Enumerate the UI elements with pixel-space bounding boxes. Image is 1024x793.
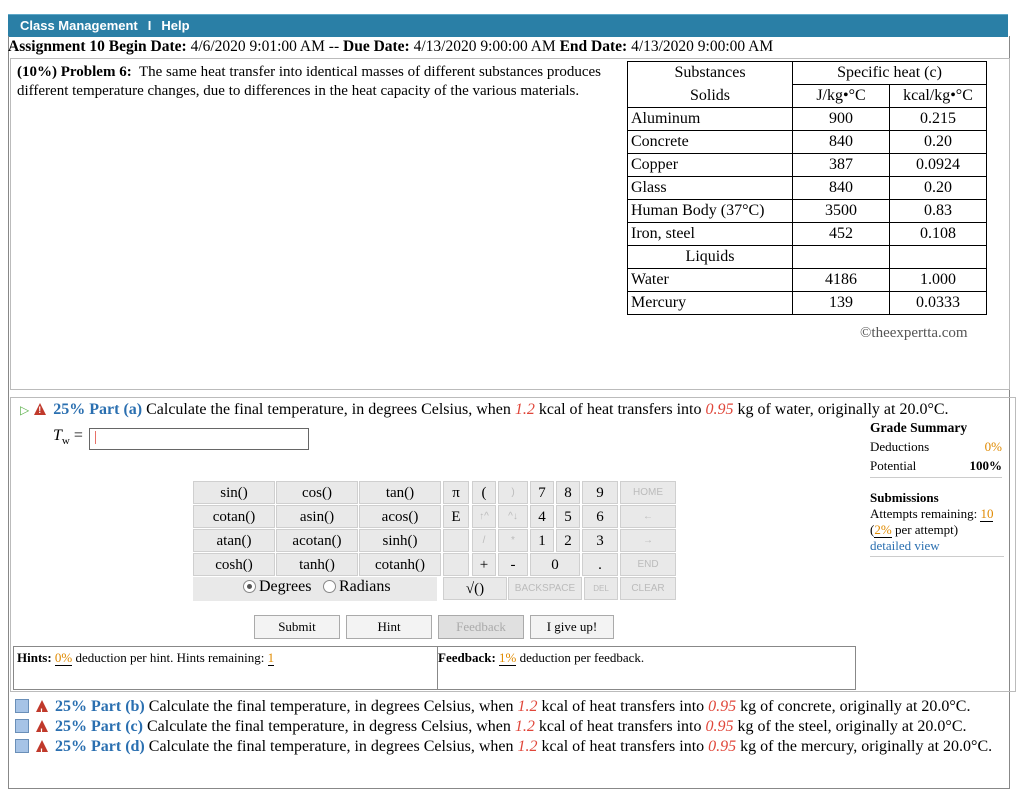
calc-key[interactable]: . bbox=[582, 553, 618, 576]
part-a-text-2: kcal of heat transfers into bbox=[538, 401, 702, 418]
calc-key-blank bbox=[443, 529, 469, 552]
calc-key-atan[interactable]: atan() bbox=[193, 529, 275, 552]
feedback-button: Feedback bbox=[438, 615, 524, 639]
warning-icon bbox=[36, 720, 48, 732]
part-a-question bbox=[20, 401, 949, 419]
date-separator: -- bbox=[328, 38, 340, 55]
answer-variable-subscript: w bbox=[61, 435, 70, 448]
substance-name: Copper bbox=[628, 154, 793, 177]
submit-button[interactable]: Submit bbox=[254, 615, 340, 639]
nav-separator: I bbox=[147, 18, 152, 33]
end-date-label: End Date: bbox=[559, 38, 628, 55]
problem-statement bbox=[17, 63, 617, 101]
detailed-view-link[interactable]: detailed view bbox=[870, 538, 940, 553]
table-header-specific-heat: Specific heat (c) bbox=[793, 62, 987, 85]
calc-key[interactable]: ( bbox=[472, 481, 496, 504]
calc-key[interactable]: 0 bbox=[530, 553, 580, 576]
table-cell bbox=[890, 246, 987, 269]
problem-text: The same heat transfer into identical masses of different substances produces different temperature changes, due to differences in the heat capacity of the various materials. bbox=[17, 64, 602, 99]
attempts-value: 10 bbox=[980, 506, 994, 521]
hints-label: Hints: bbox=[17, 650, 52, 665]
substance-name: Iron, steel bbox=[628, 223, 793, 246]
specific-heat-kcal: 0.20 bbox=[890, 177, 987, 200]
hint-button[interactable]: Hint bbox=[346, 615, 432, 639]
part-status-icon bbox=[15, 739, 29, 753]
table-row bbox=[628, 108, 987, 131]
hints-pct: 0% bbox=[54, 650, 73, 665]
calc-key: ) bbox=[498, 481, 528, 504]
calc-key-tan[interactable]: tan() bbox=[359, 481, 441, 504]
due-date-label: Due Date: bbox=[343, 38, 410, 55]
radians-option[interactable]: Radians bbox=[323, 578, 391, 596]
per-attempt-text: per attempt) bbox=[894, 522, 959, 537]
table-row bbox=[628, 177, 987, 200]
calc-key-cotanh[interactable]: cotanh() bbox=[359, 553, 441, 576]
part-a-label: Part (a) bbox=[89, 401, 143, 418]
specific-heat-j: 3500 bbox=[793, 200, 890, 223]
specific-heat-kcal: 0.108 bbox=[890, 223, 987, 246]
potential-label: Potential bbox=[870, 458, 917, 473]
answer-input[interactable] bbox=[89, 428, 309, 450]
hints-remaining: 1 bbox=[267, 650, 275, 665]
specific-heat-j: 4186 bbox=[793, 269, 890, 292]
calc-key-sqrt[interactable]: √() bbox=[443, 577, 507, 600]
problem-weight: (10%) bbox=[17, 64, 57, 80]
part-status-icon bbox=[15, 719, 29, 733]
degrees-radio-icon[interactable] bbox=[243, 580, 256, 593]
answer-variable-label: $T_w$ = bbox=[53, 427, 83, 448]
specific-heat-kcal: 0.0924 bbox=[890, 154, 987, 177]
part-a-text-1: Calculate the final temperature, in degrees Celsius, when bbox=[146, 401, 511, 418]
deductions-label: Deductions bbox=[870, 439, 930, 454]
substance-name: Concrete bbox=[628, 131, 793, 154]
calc-key-e[interactable]: E bbox=[443, 505, 469, 528]
problem-label: Problem 6: bbox=[60, 64, 132, 80]
table-header-substances: Substances bbox=[628, 62, 793, 85]
table-row bbox=[628, 154, 987, 177]
calc-key[interactable]: 5 bbox=[556, 505, 580, 528]
calc-key: / bbox=[472, 529, 496, 552]
calc-key-asin[interactable]: asin() bbox=[276, 505, 358, 528]
calc-key[interactable]: 2 bbox=[556, 529, 580, 552]
begin-date-value: 4/6/2020 9:01:00 AM bbox=[190, 38, 325, 55]
grade-summary bbox=[870, 420, 1002, 478]
specific-heat-kcal: 1.000 bbox=[890, 269, 987, 292]
specific-heat-kcal: 0.215 bbox=[890, 108, 987, 131]
specific-heat-j: 900 bbox=[793, 108, 890, 131]
hints-desc: deduction per hint. Hints remaining: bbox=[75, 650, 265, 665]
submissions-panel bbox=[870, 490, 1004, 557]
calc-key: END bbox=[620, 553, 676, 576]
deductions-value: 0% bbox=[984, 439, 1002, 454]
calc-key: * bbox=[498, 529, 528, 552]
warning-icon bbox=[36, 740, 48, 752]
table-cell bbox=[793, 246, 890, 269]
part-a-pct: 25% bbox=[53, 401, 86, 418]
calc-key[interactable]: 8 bbox=[556, 481, 580, 504]
warning-icon bbox=[36, 700, 48, 712]
table-row bbox=[628, 292, 987, 315]
help-link[interactable]: Help bbox=[161, 18, 190, 33]
table-row bbox=[628, 200, 987, 223]
feedback-text bbox=[438, 650, 644, 666]
calc-key: ← bbox=[620, 505, 676, 528]
table-unit-j: J/kg•°C bbox=[793, 85, 890, 108]
specific-heat-j: 452 bbox=[793, 223, 890, 246]
feedback-label: Feedback: bbox=[438, 650, 496, 665]
degrees-option[interactable]: Degrees bbox=[243, 578, 311, 596]
calc-key: ↑^ bbox=[472, 505, 496, 528]
warning-icon bbox=[34, 403, 46, 415]
equals-sign: = bbox=[73, 427, 83, 444]
calc-key: ^↓ bbox=[498, 505, 528, 528]
specific-heat-table bbox=[627, 61, 987, 315]
substance-name: Aluminum bbox=[628, 108, 793, 131]
part-question-line[interactable]: ! 25% Part (c) Calculate the final temperature, in degress Celsius, when 1.2 kcal of heat transfers into 0.95 kg of the steel, originally at 20.0°C. bbox=[15, 717, 1005, 737]
hints-text bbox=[17, 650, 274, 666]
calc-key[interactable]: + bbox=[472, 553, 496, 576]
potential-value: 100% bbox=[969, 458, 1002, 473]
specific-heat-j: 139 bbox=[793, 292, 890, 315]
calc-key[interactable]: 6 bbox=[582, 505, 618, 528]
per-attempt-pct: 2% bbox=[874, 522, 892, 537]
substance-name: Glass bbox=[628, 177, 793, 200]
calc-key-pi[interactable]: π bbox=[443, 481, 469, 504]
calc-key[interactable]: - bbox=[498, 553, 528, 576]
assignment-title: Assignment 10 bbox=[8, 38, 105, 55]
specific-heat-kcal: 0.83 bbox=[890, 200, 987, 223]
input-caret: | bbox=[94, 429, 98, 445]
specific-heat-j: 840 bbox=[793, 131, 890, 154]
calc-key: HOME bbox=[620, 481, 676, 504]
specific-heat-kcal: 0.0333 bbox=[890, 292, 987, 315]
submissions-title: Submissions bbox=[870, 490, 939, 505]
calc-key-acos[interactable]: acos() bbox=[359, 505, 441, 528]
give-up-button[interactable]: I give up! bbox=[530, 615, 614, 639]
table-header-solids: Solids bbox=[628, 85, 793, 108]
top-nav-bar bbox=[8, 14, 1008, 37]
begin-date-label: Begin Date: bbox=[108, 38, 187, 55]
assignment-header bbox=[8, 38, 773, 56]
watermark: ©theexpertta.com bbox=[860, 325, 968, 341]
calc-key-blank bbox=[443, 553, 469, 576]
table-row bbox=[628, 131, 987, 154]
substance-name: Human Body (37°C) bbox=[628, 200, 793, 223]
table-row bbox=[628, 269, 987, 292]
other-parts-list bbox=[15, 697, 1005, 757]
due-date-value: 4/13/2020 9:00:00 AM bbox=[413, 38, 556, 55]
radians-radio-icon[interactable] bbox=[323, 580, 336, 593]
angle-mode-row bbox=[193, 577, 437, 601]
calc-key-cotan[interactable]: cotan() bbox=[193, 505, 275, 528]
part-a-text-3: kg of water, originally at 20.0°C. bbox=[737, 401, 949, 418]
expand-triangle-icon[interactable]: ▷ bbox=[20, 403, 30, 417]
calc-key-tanh[interactable]: tanh() bbox=[276, 553, 358, 576]
calc-key[interactable]: 7 bbox=[530, 481, 554, 504]
calc-key-backspace: BACKSPACE bbox=[508, 577, 582, 600]
table-liquids-label: Liquids bbox=[628, 246, 793, 269]
calc-key-cos[interactable]: cos() bbox=[276, 481, 358, 504]
table-unit-kcal: kcal/kg•°C bbox=[890, 85, 987, 108]
feedback-pct: 1% bbox=[499, 650, 517, 665]
calc-key-cosh[interactable]: cosh() bbox=[193, 553, 275, 576]
grade-summary-title: Grade Summary bbox=[870, 420, 968, 435]
feedback-desc: deduction per feedback. bbox=[519, 650, 645, 665]
part-question-line[interactable]: ! 25% Part (d) Calculate the final temperature, in degrees Celsius, when 1.2 kcal of heat transfers into 0.95 kg of the mercury, originally at 20.0°C. bbox=[15, 737, 1005, 757]
specific-heat-j: 387 bbox=[793, 154, 890, 177]
class-management-link[interactable]: Class Management bbox=[20, 18, 138, 33]
part-question-line[interactable]: ! 25% Part (b) Calculate the final temperature, in degrees Celsius, when 1.2 kcal of heat transfers into 0.95 kg of concrete, originally at 20.0°C. bbox=[15, 697, 1005, 717]
substance-name: Water bbox=[628, 269, 793, 292]
calc-key-del: DEL bbox=[584, 577, 618, 600]
substance-name: Mercury bbox=[628, 292, 793, 315]
specific-heat-j: 840 bbox=[793, 177, 890, 200]
part-a-heat-value: 1.2 bbox=[514, 401, 535, 418]
attempts-label: Attempts remaining: bbox=[870, 506, 978, 521]
calc-key[interactable]: 9 bbox=[582, 481, 618, 504]
end-date-value: 4/13/2020 9:00:00 AM bbox=[631, 38, 774, 55]
part-a-mass-value: 0.95 bbox=[705, 401, 734, 418]
calc-key: → bbox=[620, 529, 676, 552]
specific-heat-kcal: 0.20 bbox=[890, 131, 987, 154]
part-status-icon bbox=[15, 699, 29, 713]
calc-key-clear: CLEAR bbox=[620, 577, 676, 600]
calc-key[interactable]: 3 bbox=[582, 529, 618, 552]
calc-key[interactable]: 4 bbox=[530, 505, 554, 528]
calc-key-sinh[interactable]: sinh() bbox=[359, 529, 441, 552]
calc-key[interactable]: 1 bbox=[530, 529, 554, 552]
calc-key-sin[interactable]: sin() bbox=[193, 481, 275, 504]
table-row bbox=[628, 223, 987, 246]
calc-key-acotan[interactable]: acotan() bbox=[276, 529, 358, 552]
paren-open: ( bbox=[870, 522, 875, 537]
